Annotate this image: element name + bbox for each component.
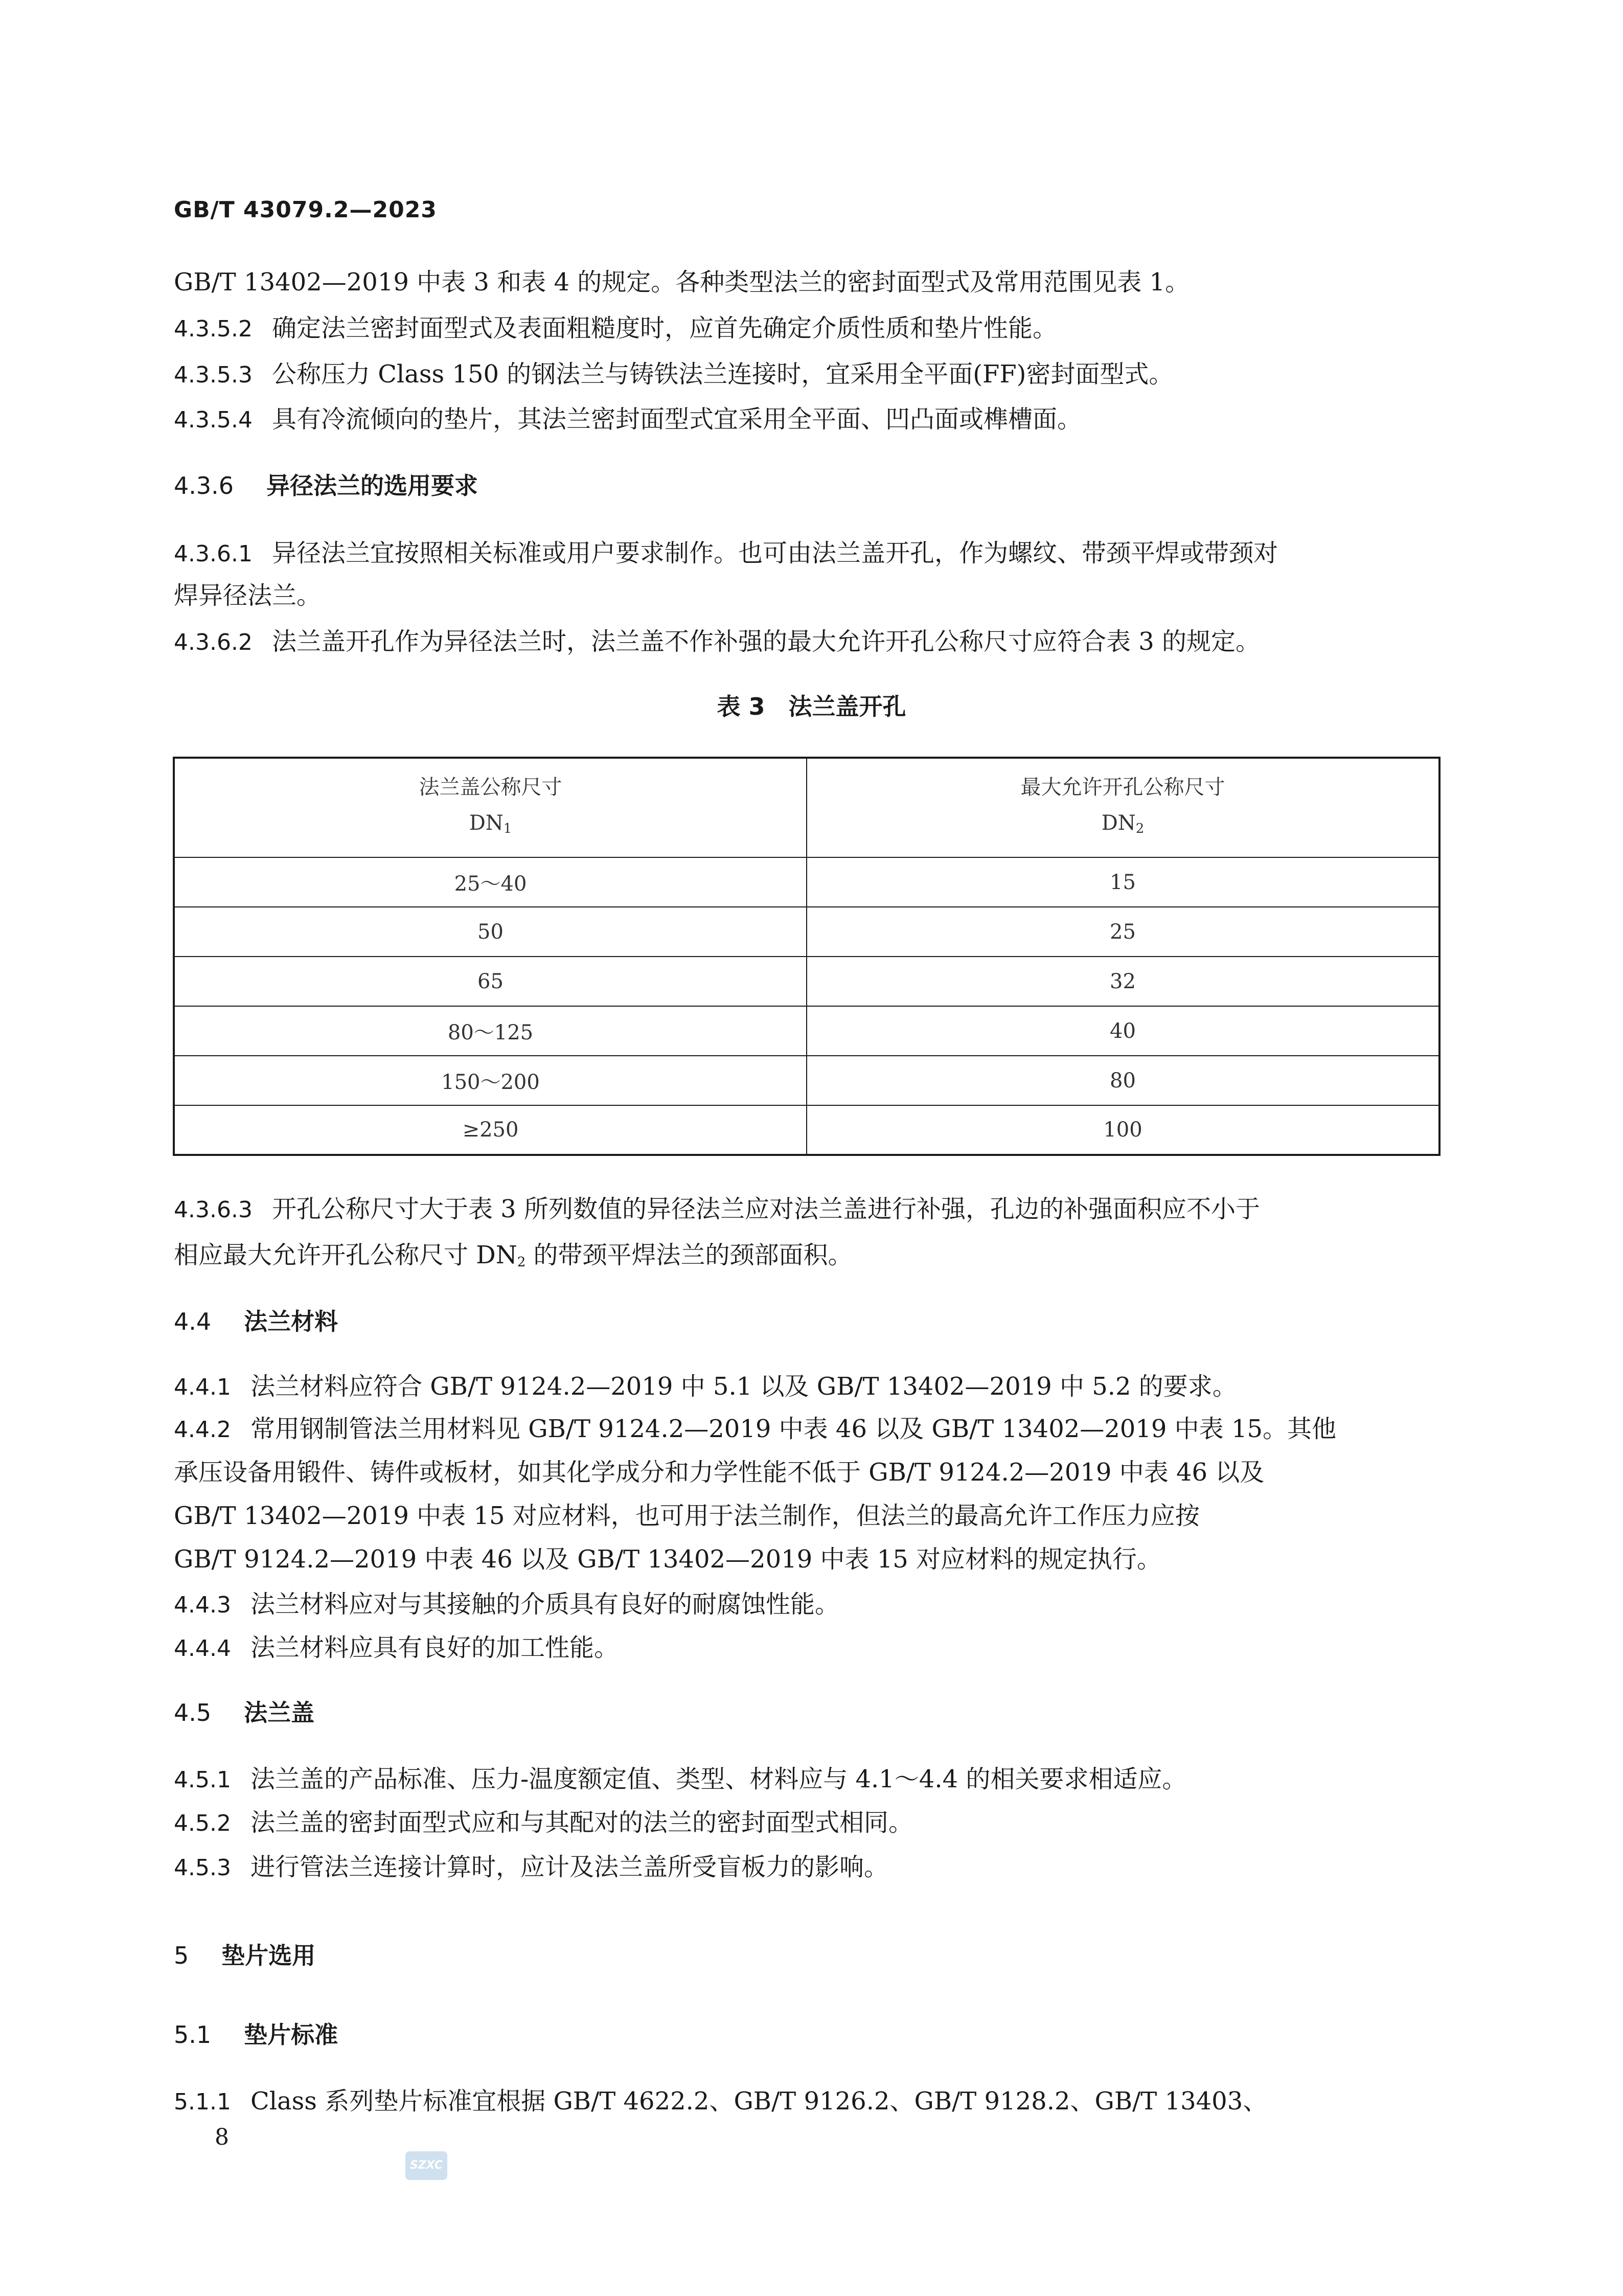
- clause-text: Class 系列垫片标准宜根据 GB/T 4622.2、GB/T 9126.2、GB/T 9128.2、GB/T 13403、: [250, 2087, 1268, 2116]
- section-title: 垫片标准: [244, 2021, 338, 2049]
- clause-number: 4.3.6.1: [174, 541, 253, 567]
- clause-4-3-6-1-cont: 焊异径法兰。: [174, 581, 322, 610]
- clause-text: 常用钢制管法兰用材料见 GB/T 9124.2—2019 中表 46 以及 GB/T 13402—2019 中表 15。其他: [250, 1415, 1337, 1443]
- clause-number: 4.3.5.2: [174, 316, 253, 342]
- table-cell: 65: [174, 957, 807, 1006]
- section-number: 4.3.6: [174, 472, 234, 499]
- clause-number: 4.3.6.3: [174, 1197, 253, 1223]
- clause-4-5-3: [174, 1852, 1442, 1883]
- header-symbol: [175, 805, 806, 847]
- table-cell: 32: [807, 957, 1439, 1006]
- section-title: 垫片选用: [221, 1942, 316, 1969]
- header-cell-nominal-size: [174, 758, 807, 857]
- clause-4-3-6-1: [174, 538, 1442, 570]
- watermark-logo: SZXC: [405, 2151, 447, 2180]
- section-4-4-heading: [174, 1306, 338, 1337]
- header-label: 最大允许开孔公称尺寸: [1020, 775, 1225, 799]
- clause-text: 具有冷流倾向的垫片，其法兰密封面型式宜采用全平面、凹凸面或榫槽面。: [271, 405, 1082, 434]
- table-cell: ≥250: [174, 1105, 807, 1155]
- clause-text: 法兰盖开孔作为异径法兰时，法兰盖不作补强的最大允许开孔公称尺寸应符合表 3 的规定。: [271, 627, 1260, 656]
- clause-text: 法兰盖的密封面型式应和与其配对的法兰的密封面型式相同。: [250, 1808, 913, 1837]
- table-cell: 15: [807, 857, 1439, 907]
- clause-4-4-1: [174, 1371, 1442, 1403]
- section-number: 5.1: [174, 2021, 212, 2049]
- text-part: 的带颈平焊法兰的颈部面积。: [525, 1241, 853, 1269]
- clause-number: 4.4.1: [174, 1374, 231, 1400]
- section-5-1-heading: [174, 2019, 338, 2050]
- clause-text: 法兰材料应符合 GB/T 9124.2—2019 中 5.1 以及 GB/T 13402—2019 中 5.2 的要求。: [250, 1372, 1237, 1401]
- table-cell: 80～125: [174, 1006, 807, 1056]
- clause-number: 4.5.1: [174, 1767, 231, 1793]
- clause-4-4-2-cont: 承压设备用锻件、铸件或板材，如其化学成分和力学性能不低于 GB/T 9124.2—2019 中表 46 以及: [174, 1458, 1265, 1487]
- symbol: DN: [469, 811, 504, 835]
- clause-number: 4.5.3: [174, 1855, 231, 1881]
- clause-4-4-2-cont: GB/T 13402—2019 中表 15 对应材料，也可用于法兰制作，但法兰的最高允许工作压力应按: [174, 1502, 1200, 1530]
- clause-4-4-4: [174, 1632, 1442, 1664]
- table-cell: 25: [807, 907, 1439, 957]
- clause-4-3-5-2: [174, 313, 1442, 345]
- clause-number: 4.3.5.4: [174, 407, 253, 433]
- header-label: 法兰盖公称尺寸: [419, 775, 562, 799]
- header-symbol: [807, 805, 1438, 847]
- paragraph-continuation: GB/T 13402—2019 中表 3 和表 4 的规定。各种类型法兰的密封面型式及常用范围见表 1。: [174, 268, 1190, 297]
- symbol-index: 1: [503, 821, 512, 836]
- table-cell: 100: [807, 1105, 1439, 1155]
- clause-4-3-6-2: [174, 626, 1442, 658]
- clause-5-1-1: [174, 2086, 1442, 2118]
- flange-cover-opening-table: [173, 757, 1441, 1156]
- document-header: GB/T 43079.2—2023: [174, 197, 437, 223]
- table-cell: 150～200: [174, 1056, 807, 1105]
- section-number: 4.4: [174, 1308, 212, 1335]
- section-number: 5: [174, 1942, 189, 1969]
- symbol-index: 2: [517, 1255, 526, 1270]
- clause-number: 5.1.1: [174, 2089, 231, 2115]
- clause-number: 4.4.3: [174, 1592, 231, 1618]
- page-number: 8: [215, 2124, 229, 2150]
- clause-number: 4.4.2: [174, 1417, 231, 1443]
- clause-text: 法兰材料应对与其接触的介质具有良好的耐腐蚀性能。: [250, 1590, 839, 1619]
- clause-4-4-3: [174, 1589, 1442, 1621]
- section-title: 异径法兰的选用要求: [266, 472, 478, 499]
- table-row: [174, 907, 1439, 957]
- table-caption: [0, 688, 1623, 722]
- text-part: 相应最大允许开孔公称尺寸 DN: [174, 1241, 517, 1269]
- clause-text: 开孔公称尺寸大于表 3 所列数值的异径法兰应对法兰盖进行补强，孔边的补强面积应不小于: [271, 1195, 1260, 1223]
- table-cell: 25～40: [174, 857, 807, 907]
- table-row: [174, 1056, 1439, 1105]
- clause-text: 法兰材料应具有良好的加工性能。: [250, 1633, 619, 1662]
- table-number: 表 3: [717, 693, 765, 720]
- clause-4-5-2: [174, 1807, 1442, 1839]
- section-title: 法兰材料: [244, 1308, 338, 1335]
- clause-number: 4.3.5.3: [174, 362, 253, 388]
- table-header-row: [174, 758, 1439, 857]
- table-title: 法兰盖开孔: [788, 693, 906, 720]
- clause-text: 确定法兰密封面型式及表面粗糙度时，应首先确定介质性质和垫片性能。: [271, 314, 1057, 343]
- clause-text: 公称压力 Class 150 的钢法兰与铸铁法兰连接时，宜采用全平面(FF)密封面型式。: [271, 360, 1174, 389]
- table-row: [174, 957, 1439, 1006]
- table-cell: 80: [807, 1056, 1439, 1105]
- clause-4-4-2-cont: GB/T 9124.2—2019 中表 46 以及 GB/T 13402—2019 中表 15 对应材料的规定执行。: [174, 1545, 1162, 1574]
- table-cell: 40: [807, 1006, 1439, 1056]
- table-cell: 50: [174, 907, 807, 957]
- clause-4-3-5-3: [174, 359, 1442, 391]
- section-4-5-heading: [174, 1697, 314, 1728]
- section-title: 法兰盖: [244, 1699, 315, 1726]
- section-5-heading: [174, 1940, 315, 1971]
- table-row: [174, 857, 1439, 907]
- clause-number: 4.3.6.2: [174, 629, 253, 655]
- section-number: 4.5: [174, 1699, 212, 1726]
- header-cell-max-opening: [807, 758, 1439, 857]
- symbol: DN: [1101, 811, 1136, 835]
- clause-4-3-5-4: [174, 404, 1442, 436]
- clause-4-5-1: [174, 1764, 1442, 1795]
- table-row: [174, 1006, 1439, 1056]
- clause-text: 法兰盖的产品标准、压力-温度额定值、类型、材料应与 4.1～4.4 的相关要求相适应。: [250, 1765, 1187, 1793]
- table-row: [174, 1105, 1439, 1155]
- symbol-index: 2: [1135, 821, 1145, 836]
- section-4-3-6-heading: [174, 470, 478, 501]
- clause-text: 异径法兰宜按照相关标准或用户要求制作。也可由法兰盖开孔，作为螺纹、带颈平焊或带颈对: [271, 539, 1278, 567]
- clause-text: 进行管法兰连接计算时，应计及法兰盖所受盲板力的影响。: [250, 1853, 888, 1881]
- clause-number: 4.4.4: [174, 1635, 231, 1662]
- clause-number: 4.5.2: [174, 1810, 231, 1836]
- clause-4-3-6-3: [174, 1194, 1442, 1225]
- clause-4-4-2: [174, 1414, 1442, 1445]
- clause-4-3-6-3-cont: [174, 1240, 1442, 1278]
